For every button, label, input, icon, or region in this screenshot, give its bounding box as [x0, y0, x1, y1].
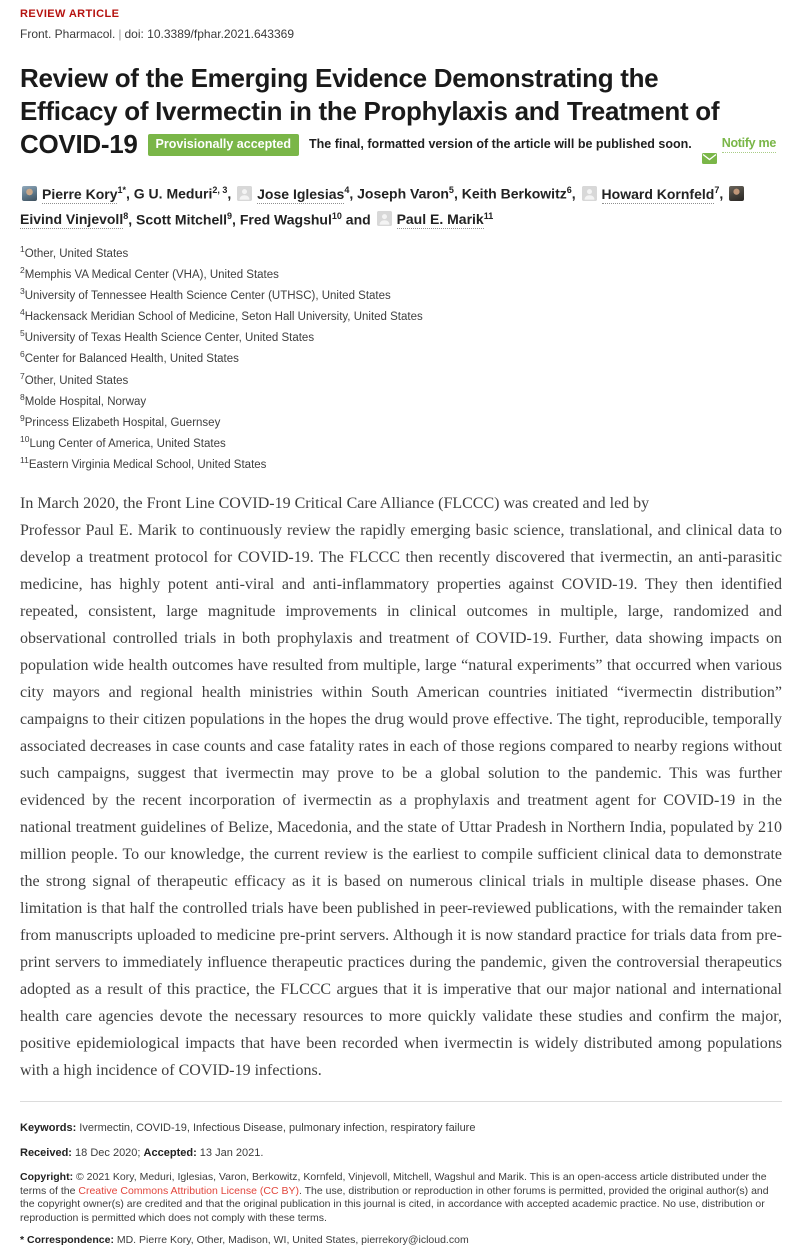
copyright-row: Copyright: © 2021 Kory, Meduri, Iglesias, Varon, Berkowitz, Kornfeld, Vinjevoll, Mitchell, Wagshul and Marik. This is an open-access article distributed under the terms of the Creative Commons Attribution License (CC BY). The use, distribution or reproduction in other forums is permitted, provided the original author(s) and the copyright owner(s) are credited and that the original publication in this journal is cited, in accordance with accepted academic practice. No use, distribution or reproduction is permitted which does not comply with these terms.: [20, 1171, 769, 1224]
author-name: Fred Wagshul: [239, 211, 332, 228]
affiliation-item: $^4$Hackensack Meridian School of Medicine, Seton Hall University, United States: [20, 307, 423, 324]
dates-row: Received: 18 Dec 2020; Accepted: 13 Jan 2021.: [20, 1147, 264, 1160]
envelope-icon: [702, 139, 717, 150]
affiliation-item: $^{10}$Lung Center of America, United States: [20, 433, 226, 450]
correspondence-row: * Correspondence: MD. Pierre Kory, Other, Madison, WI, United States, pierrekory@icloud.com: [20, 1234, 469, 1247]
status-badge: Provisionally accepted: [148, 134, 299, 156]
affiliation-item: $^3$University of Tennessee Health Science Center (UTHSC), United States: [20, 286, 391, 303]
author-avatar-placeholder-icon[interactable]: [582, 186, 597, 201]
affiliation-item: $^1$Other, United States: [20, 244, 129, 261]
journal-doi-line: [20, 27, 782, 41]
copyright-label: Copyright:: [20, 1171, 74, 1184]
correspondence-label: * Correspondence:: [20, 1234, 114, 1247]
section-divider: [20, 1101, 782, 1102]
affiliation-item: $^8$Molde Hospital, Norway: [20, 391, 147, 408]
author-avatar-photo-icon[interactable]: [22, 186, 37, 201]
author-link[interactable]: Jose Iglesias: [257, 185, 345, 202]
doi-text: doi: 10.3389/fphar.2021.643369: [124, 27, 294, 41]
affiliation-item: $^7$Other, United States: [20, 370, 129, 387]
author-avatar-placeholder-icon[interactable]: [377, 211, 392, 226]
keywords-row: Keywords: Ivermectin, COVID-19, Infectious Disease, pulmonary infection, respiratory failure: [20, 1121, 476, 1134]
author-link[interactable]: Howard Kornfeld: [601, 185, 715, 202]
page-title: [20, 62, 782, 161]
author-name: Keith Berkowitz: [461, 185, 567, 202]
notify-me-link[interactable]: [702, 136, 776, 153]
notify-me-label: Notify me: [722, 136, 776, 153]
author-link[interactable]: Paul E. Marik: [396, 211, 484, 228]
affiliation-item: $^{11}$Eastern Virginia Medical School, United States: [20, 454, 267, 471]
article-type-label: REVIEW ARTICLE: [20, 8, 120, 20]
author-link[interactable]: Pierre Kory: [42, 185, 118, 202]
author-link[interactable]: Eivind Vinjevoll: [20, 211, 124, 228]
title-line-3: COVID-19: [20, 129, 138, 159]
author-name: G U. Meduri: [133, 185, 213, 202]
journal-name: Front. Pharmacol.: [20, 27, 116, 41]
affiliation-item: $^6$Center for Balanced Health, United States: [20, 349, 239, 366]
affiliation-item: $^2$Memphis VA Medical Center (VHA), United States: [20, 265, 279, 282]
received-label: Received:: [20, 1147, 72, 1160]
abstract-text: In March 2020, the Front Line COVID-19 Critical Care Alliance (FLCCC) was created and led by Professor Paul E. Marik to continuously review the rapidly emerging basic science, translational, and clinical data to develop a treatment protocol for COVID-19. The FLCCC then recently discovered that ivermectin, an anti-parasitic medicine, has highly potent anti-viral and anti-inflammatory properties against COVID-19. They then identified repeated, consistent, large magnitude improvements in clinical outcomes in multiple, large, randomized and observational controlled trials in both prophylaxis and treatment of COVID-19. Further, data showing impacts on population wide health outcomes have resulted from multiple, large “natural experiments” that occurred when various city mayors and regional health ministries within South American countries initiated “ivermectin distribution” campaigns to their citizen populations in the hopes the drug would prove effective. The tight, reproducible, temporally associated decreases in case counts and case fatality rates in each of those regions compared to nearby regions without such campaigns, suggest that ivermectin may prove to be a global solution to the pandemic. This was further evidenced by the recent incorporation of ivermectin as a prophylaxis and treatment agent for COVID-19 in the national treatment guidelines of Belize, Macedonia, and the state of Uttar Pradesh in Northern India, populated by 210 million people. To our knowledge, the current review is the earliest to compile sufficient clinical data to demonstrate the strong signal of therapeutic efficacy as it is based on numerous clinical trials in multiple disease phases. One limitation is that half the controlled trials have been published in peer-reviewed publications, with the remainder taken from manuscripts uploaded to medicine pre-print servers. Although it is now standard practice for trials data from pre-print servers to immediately influence therapeutic practices during the pandemic, given the controversial therapeutics adopted as a result of this practice, the FLCCC argues that it is imperative that our major national and international health care agencies devote the necessary resources to more quickly validate these studies and confirm the major, positive epidemiological impacts that have been recorded when ivermectin is widely distributed among populations with a high incidence of COVID-19 infections.: [20, 494, 782, 1079]
author-avatar-photo-icon[interactable]: [729, 186, 744, 201]
affiliations-list: [20, 241, 782, 472]
title-line-2: Efficacy of Ivermectin in the Prophylaxis and Treatment of: [20, 96, 720, 126]
status-message: The final, formatted version of the article will be published soon.: [309, 137, 692, 151]
author-name: Scott Mitchell: [136, 211, 228, 228]
author-avatar-placeholder-icon[interactable]: [237, 186, 252, 201]
authors-line: Pierre Kory$^{1*}$, G U. Meduri$^{2, 3}$, Jose Iglesias$^4$, Joseph Varon$^5$, Keith Berkowitz$^6$, Howard Kornfeld$^7$, Eivind Vinjevoll$^8$, Scott Mitchell$^9$, Fred Wagshul$^{10}$ and Paul E. Marik$^{11}$: [20, 179, 782, 230]
accepted-label: Accepted:: [143, 1147, 197, 1160]
cc-license-link[interactable]: Creative Commons Attribution License (CC BY): [78, 1184, 299, 1197]
title-line-1: Review of the Emerging Evidence Demonstrating the: [20, 63, 659, 93]
divider-pipe: |: [118, 27, 122, 41]
affiliation-item: $^5$University of Texas Health Science Center, United States: [20, 328, 315, 345]
affiliation-item: $^9$Princess Elizabeth Hospital, Guernsey: [20, 412, 221, 429]
keywords-label: Keywords:: [20, 1121, 77, 1134]
author-name: Joseph Varon: [357, 185, 449, 202]
